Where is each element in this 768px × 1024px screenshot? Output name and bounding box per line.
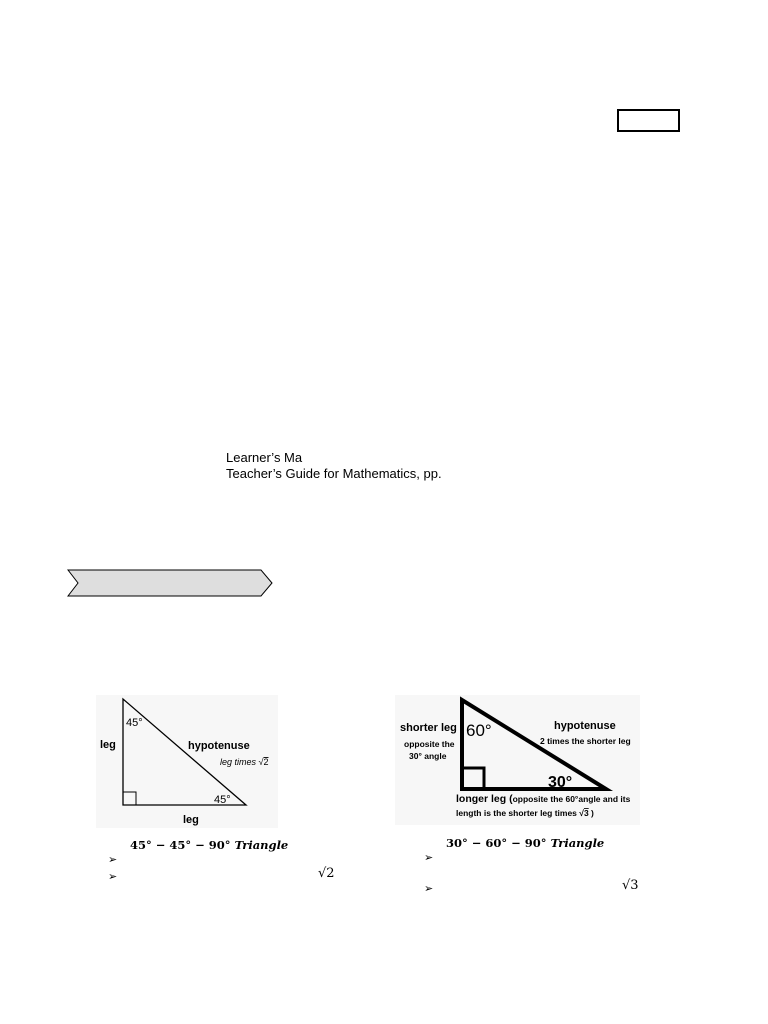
leg-label-bottom: leg	[183, 814, 199, 826]
reference-teachers-guide: Teacher’s Guide for Mathematics, pp.	[226, 466, 442, 481]
reference-learners-material: Learner’s Ma	[226, 450, 303, 465]
caption-30-60-90: 30° − 60° − 90° Triangle	[446, 836, 605, 850]
right-angle-marker-30	[462, 768, 484, 789]
angle-label-top: 45°	[126, 717, 143, 729]
sqrt-2-symbol: √2	[318, 866, 335, 881]
hypotenuse-label: hypotenuse	[188, 740, 250, 752]
angle-label-60: 60°	[466, 721, 492, 740]
hypotenuse-desc-30: 2 times the shorter leg	[540, 736, 631, 746]
leg-label-left: leg	[100, 739, 116, 751]
longer-leg-label: longer leg (opposite the 60°angle and its	[456, 793, 631, 805]
hypotenuse-note: leg times √2	[220, 757, 269, 767]
triangle-45	[123, 699, 246, 805]
angle-label-bottom: 45°	[214, 794, 231, 806]
shorter-leg-desc-1: opposite the	[404, 739, 455, 749]
bullet-45-2: ➢	[108, 871, 118, 883]
angle-label-30: 30°	[548, 774, 573, 791]
bullet-45-1: ➢	[108, 854, 118, 866]
longer-leg-desc: length is the shorter leg times √3 )	[456, 808, 594, 818]
hypotenuse-label-30: hypotenuse	[554, 720, 616, 732]
section-banner	[67, 569, 273, 597]
bullet-30-2: ➢	[424, 883, 434, 895]
shorter-leg-desc-2: 30° angle	[409, 751, 447, 761]
sqrt-3-symbol: √3	[622, 878, 639, 893]
caption-45-45-90: 45° − 45° − 90° Triangle	[130, 838, 289, 852]
figure-45-45-90-triangle	[96, 695, 278, 828]
bullet-30-1: ➢	[424, 852, 434, 864]
right-angle-marker	[123, 792, 136, 805]
lesson-code-box	[617, 109, 680, 132]
figure-30-60-90-triangle	[395, 695, 640, 825]
shorter-leg-label: shorter leg	[400, 722, 457, 734]
